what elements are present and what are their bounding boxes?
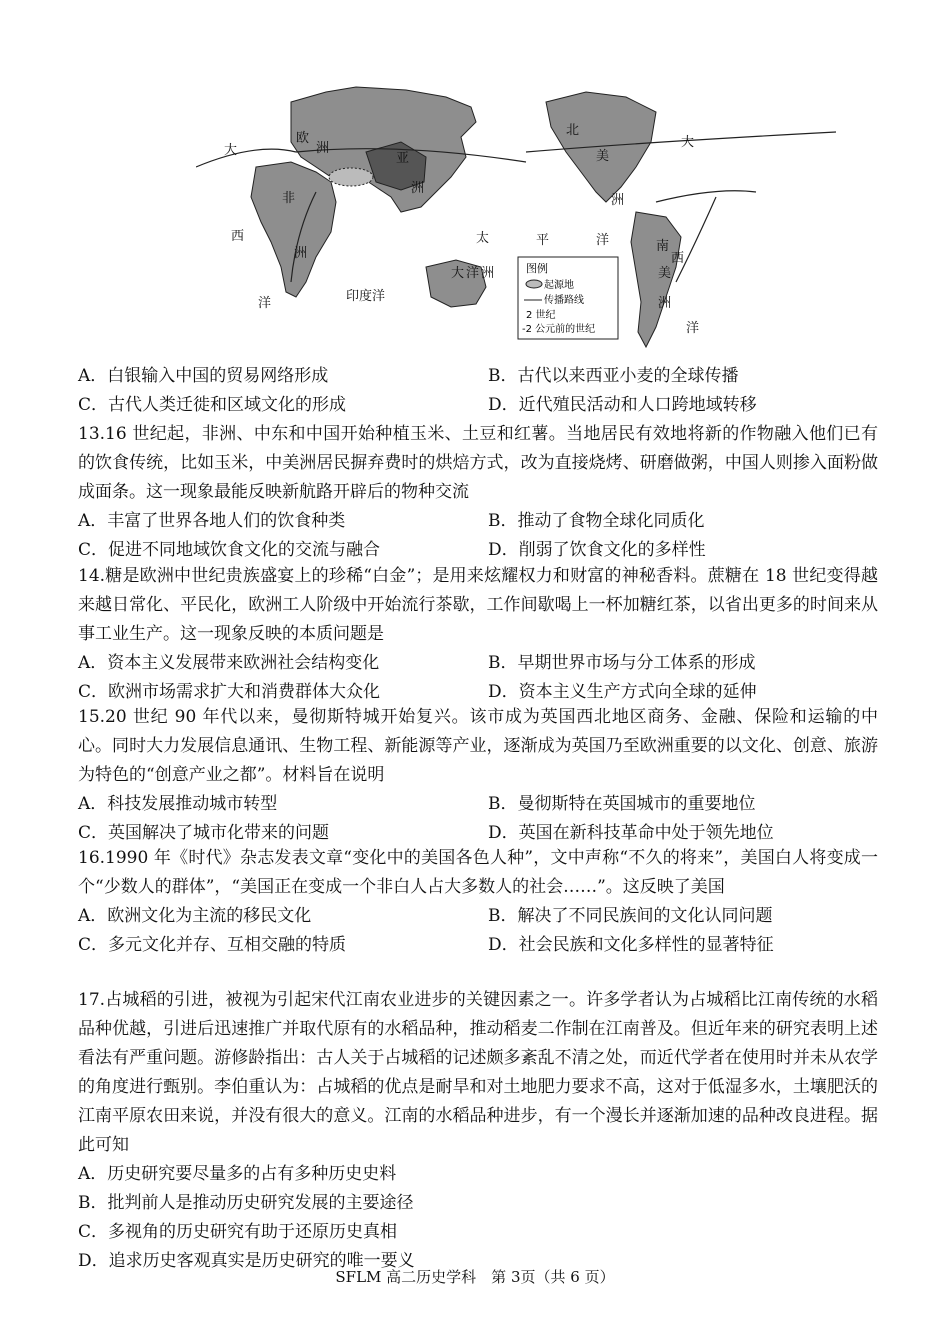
svg-text:大: 大: [681, 135, 695, 150]
q14-stem: 14.糖是欧洲中世纪贵族盛宴上的珍稀“白金”；是用来炫耀权力和财富的神秘香料。蔗糖在 18 世纪变得越来越日常化、平民化，欧洲工人阶级中开始流行茶歇，工作间歇喝上一杯加糖红茶，以省出更多的时间来从事工业生产。这一现象反映的本质问题是: [78, 566, 878, 644]
svg-text:欧: 欧: [296, 131, 310, 146]
q12-option-c: C．古代人类迁徙和区域文化的形成: [78, 395, 347, 415]
q13-option-d: D．削弱了饮食文化的多样性: [488, 540, 706, 560]
q16-stem: 16.1990 年《时代》杂志发表文章“变化中的美国各色人种”，文中声称“不久的将来”，美国白人将变成一个“少数人的群体”，“美国正在变成一个非白人占大多数人的社会……”。这反映了美国: [78, 848, 878, 897]
q15-option-c: C．英国解决了城市化带来的问题: [78, 823, 330, 843]
svg-text:-2 公元前的世纪: -2 公元前的世纪: [522, 324, 596, 335]
q15-option-d: D．英国在新科技革命中处于领先地位: [488, 823, 774, 843]
page-footer: SFLM 高二历史学科 第 3页（共 6 页）: [335, 1268, 615, 1286]
world-map-figure: [196, 82, 836, 357]
q13-option-b: B．推动了食物全球化同质化: [488, 511, 705, 531]
svg-text:洲: 洲: [611, 193, 625, 208]
question-14: [78, 562, 878, 707]
question-16: [78, 844, 878, 960]
svg-text:平: 平: [536, 233, 550, 248]
svg-text:亚: 亚: [396, 151, 410, 166]
svg-text:太: 太: [476, 231, 490, 246]
svg-text:美: 美: [658, 266, 672, 281]
svg-text:西: 西: [231, 229, 245, 244]
svg-text:洲: 洲: [294, 246, 308, 261]
q12-options: [78, 362, 878, 420]
q13-stem: 13.16 世纪起，非洲、中东和中国开始种植玉米、土豆和红薯。当地居民有效地将新的作物融入他们已有的饮食传统，比如玉米，中美洲居民摒弃费时的烘焙方式，改为直接烧烤、研磨做粥，中国人则掺入面粉做成面条。这一现象最能反映新航路开辟后的物种交流: [78, 424, 878, 502]
svg-text:洋: 洋: [596, 233, 610, 248]
q17-option-c: C．多视角的历史研究有助于还原历史真相: [78, 1222, 398, 1242]
q14-option-c: C．欧洲市场需求扩大和消费群体大众化: [78, 682, 381, 702]
q15-option-b: B．曼彻斯特在英国城市的重要地位: [488, 794, 756, 814]
svg-text:美: 美: [596, 149, 610, 164]
q14-option-a: A．资本主义发展带来欧洲社会结构变化: [78, 653, 380, 673]
svg-text:大: 大: [224, 143, 238, 158]
svg-text:洲: 洲: [316, 141, 330, 156]
q17-option-d: D．追求历史客观真实是历史研究的唯一要义: [78, 1251, 415, 1271]
q17-stem: 17.占城稻的引进，被视为引起宋代江南农业进步的关键因素之一。许多学者认为占城稻比江南传统的水稻品种优越，引进后迅速推广并取代原有的水稻品种，推动稻麦二作制在江南普及。但近年来的研究表明上述看法有严重问题。游修龄指出：古人关于占城稻的记述颇多紊乱不清之处，而近代学者在使用时并未从农学的角度进行甄别。李伯重认为：占城稻的优点是耐旱和对土地肥力要求不高，这对于低湿多水，土壤肥沃的江南平原农田来说，并没有很大的意义。江南的水稻品种进步，有一个漫长并逐渐加速的品种改良进程。据此可知: [78, 990, 878, 1155]
q14-option-d: D．资本主义生产方式向全球的延伸: [488, 682, 757, 702]
svg-text:西: 西: [671, 251, 685, 266]
svg-text:洋: 洋: [258, 296, 272, 311]
svg-text:洲: 洲: [411, 181, 425, 196]
svg-text:北: 北: [566, 123, 580, 138]
svg-text:洋: 洋: [686, 321, 700, 336]
svg-text:传播路线: 传播路线: [544, 295, 584, 306]
svg-text:洋: 洋: [466, 266, 480, 281]
q16-option-a: A．欧洲文化为主流的移民文化: [78, 906, 312, 926]
q17-option-b: B．批判前人是推动历史研究发展的主要途径: [78, 1193, 414, 1213]
q12-option-d: D．近代殖民活动和人口跨地域转移: [488, 395, 757, 415]
q16-option-b: B．解决了不同民族间的文化认同问题: [488, 906, 773, 926]
q14-option-b: B．早期世界市场与分工体系的形成: [488, 653, 756, 673]
svg-text:印度洋: 印度洋: [346, 289, 386, 304]
svg-text:洲: 洲: [481, 266, 495, 281]
q15-stem: 15.20 世纪 90 年代以来，曼彻斯特城开始复兴。该市成为英国西北地区商务、金融、保险和运输的中心。同时大力发展信息通讯、生物工程、新能源等产业，逐渐成为英国乃至欧洲重要的以文化、创意、旅游为特色的“创意产业之都”。材料旨在说明: [78, 707, 878, 785]
svg-text:图例: 图例: [526, 262, 548, 275]
svg-text:非: 非: [282, 191, 296, 206]
svg-text:大: 大: [451, 266, 465, 281]
q12-option-a: A．白银输入中国的贸易网络形成: [78, 366, 329, 386]
q17-option-a: A．历史研究要尽量多的占有多种历史史料: [78, 1164, 397, 1184]
q13-option-a: A．丰富了世界各地人们的饮食种类: [78, 511, 346, 531]
q16-option-c: C．多元文化并存、互相交融的特质: [78, 935, 347, 955]
q16-option-d: D．社会民族和文化多样性的显著特征: [488, 935, 774, 955]
q12-option-b: B．古代以来西亚小麦的全球传播: [488, 366, 739, 386]
q13-option-c: C．促进不同地域饮食文化的交流与融合: [78, 540, 381, 560]
question-13: [78, 420, 878, 565]
map-legend: [518, 257, 618, 339]
q15-option-a: A．科技发展推动城市转型: [78, 794, 278, 814]
svg-text:起源地: 起源地: [544, 280, 574, 291]
question-17: [78, 986, 878, 1276]
svg-text:南: 南: [656, 239, 670, 254]
svg-text:洲: 洲: [658, 296, 672, 311]
svg-text:2 世纪: 2 世纪: [526, 310, 556, 321]
question-15: [78, 703, 878, 848]
